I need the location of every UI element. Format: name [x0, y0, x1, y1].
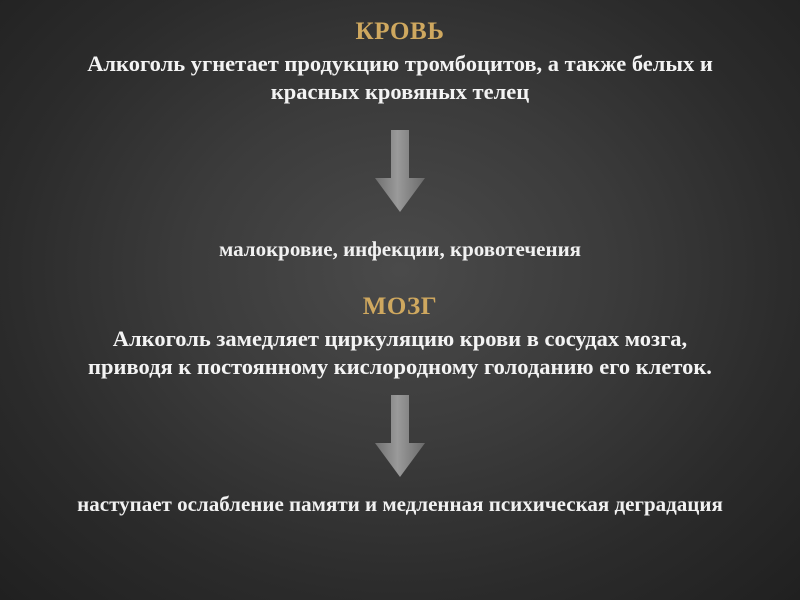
section-brain-heading: МОЗГ	[362, 293, 438, 321]
section-blood-heading: КРОВЬ	[355, 18, 445, 45]
section-blood-result: малокровие, инфекции, кровотечения	[218, 237, 582, 261]
down-arrow-icon	[373, 130, 427, 214]
section-brain-body: Алкоголь замедляет циркуляцию крови в сосудах мозга, приводя к постоянному кислородному голоданию его клеток.	[88, 326, 712, 380]
down-arrow-icon	[373, 395, 427, 479]
section-brain	[50, 293, 750, 518]
section-brain-result: наступает ослабление памяти и медленная психическая деградация	[77, 492, 723, 517]
section-blood-body: Алкоголь угнетает продукцию тромбоцитов, а также белых и красных кровяных телец	[87, 50, 713, 104]
section-blood	[50, 18, 750, 263]
